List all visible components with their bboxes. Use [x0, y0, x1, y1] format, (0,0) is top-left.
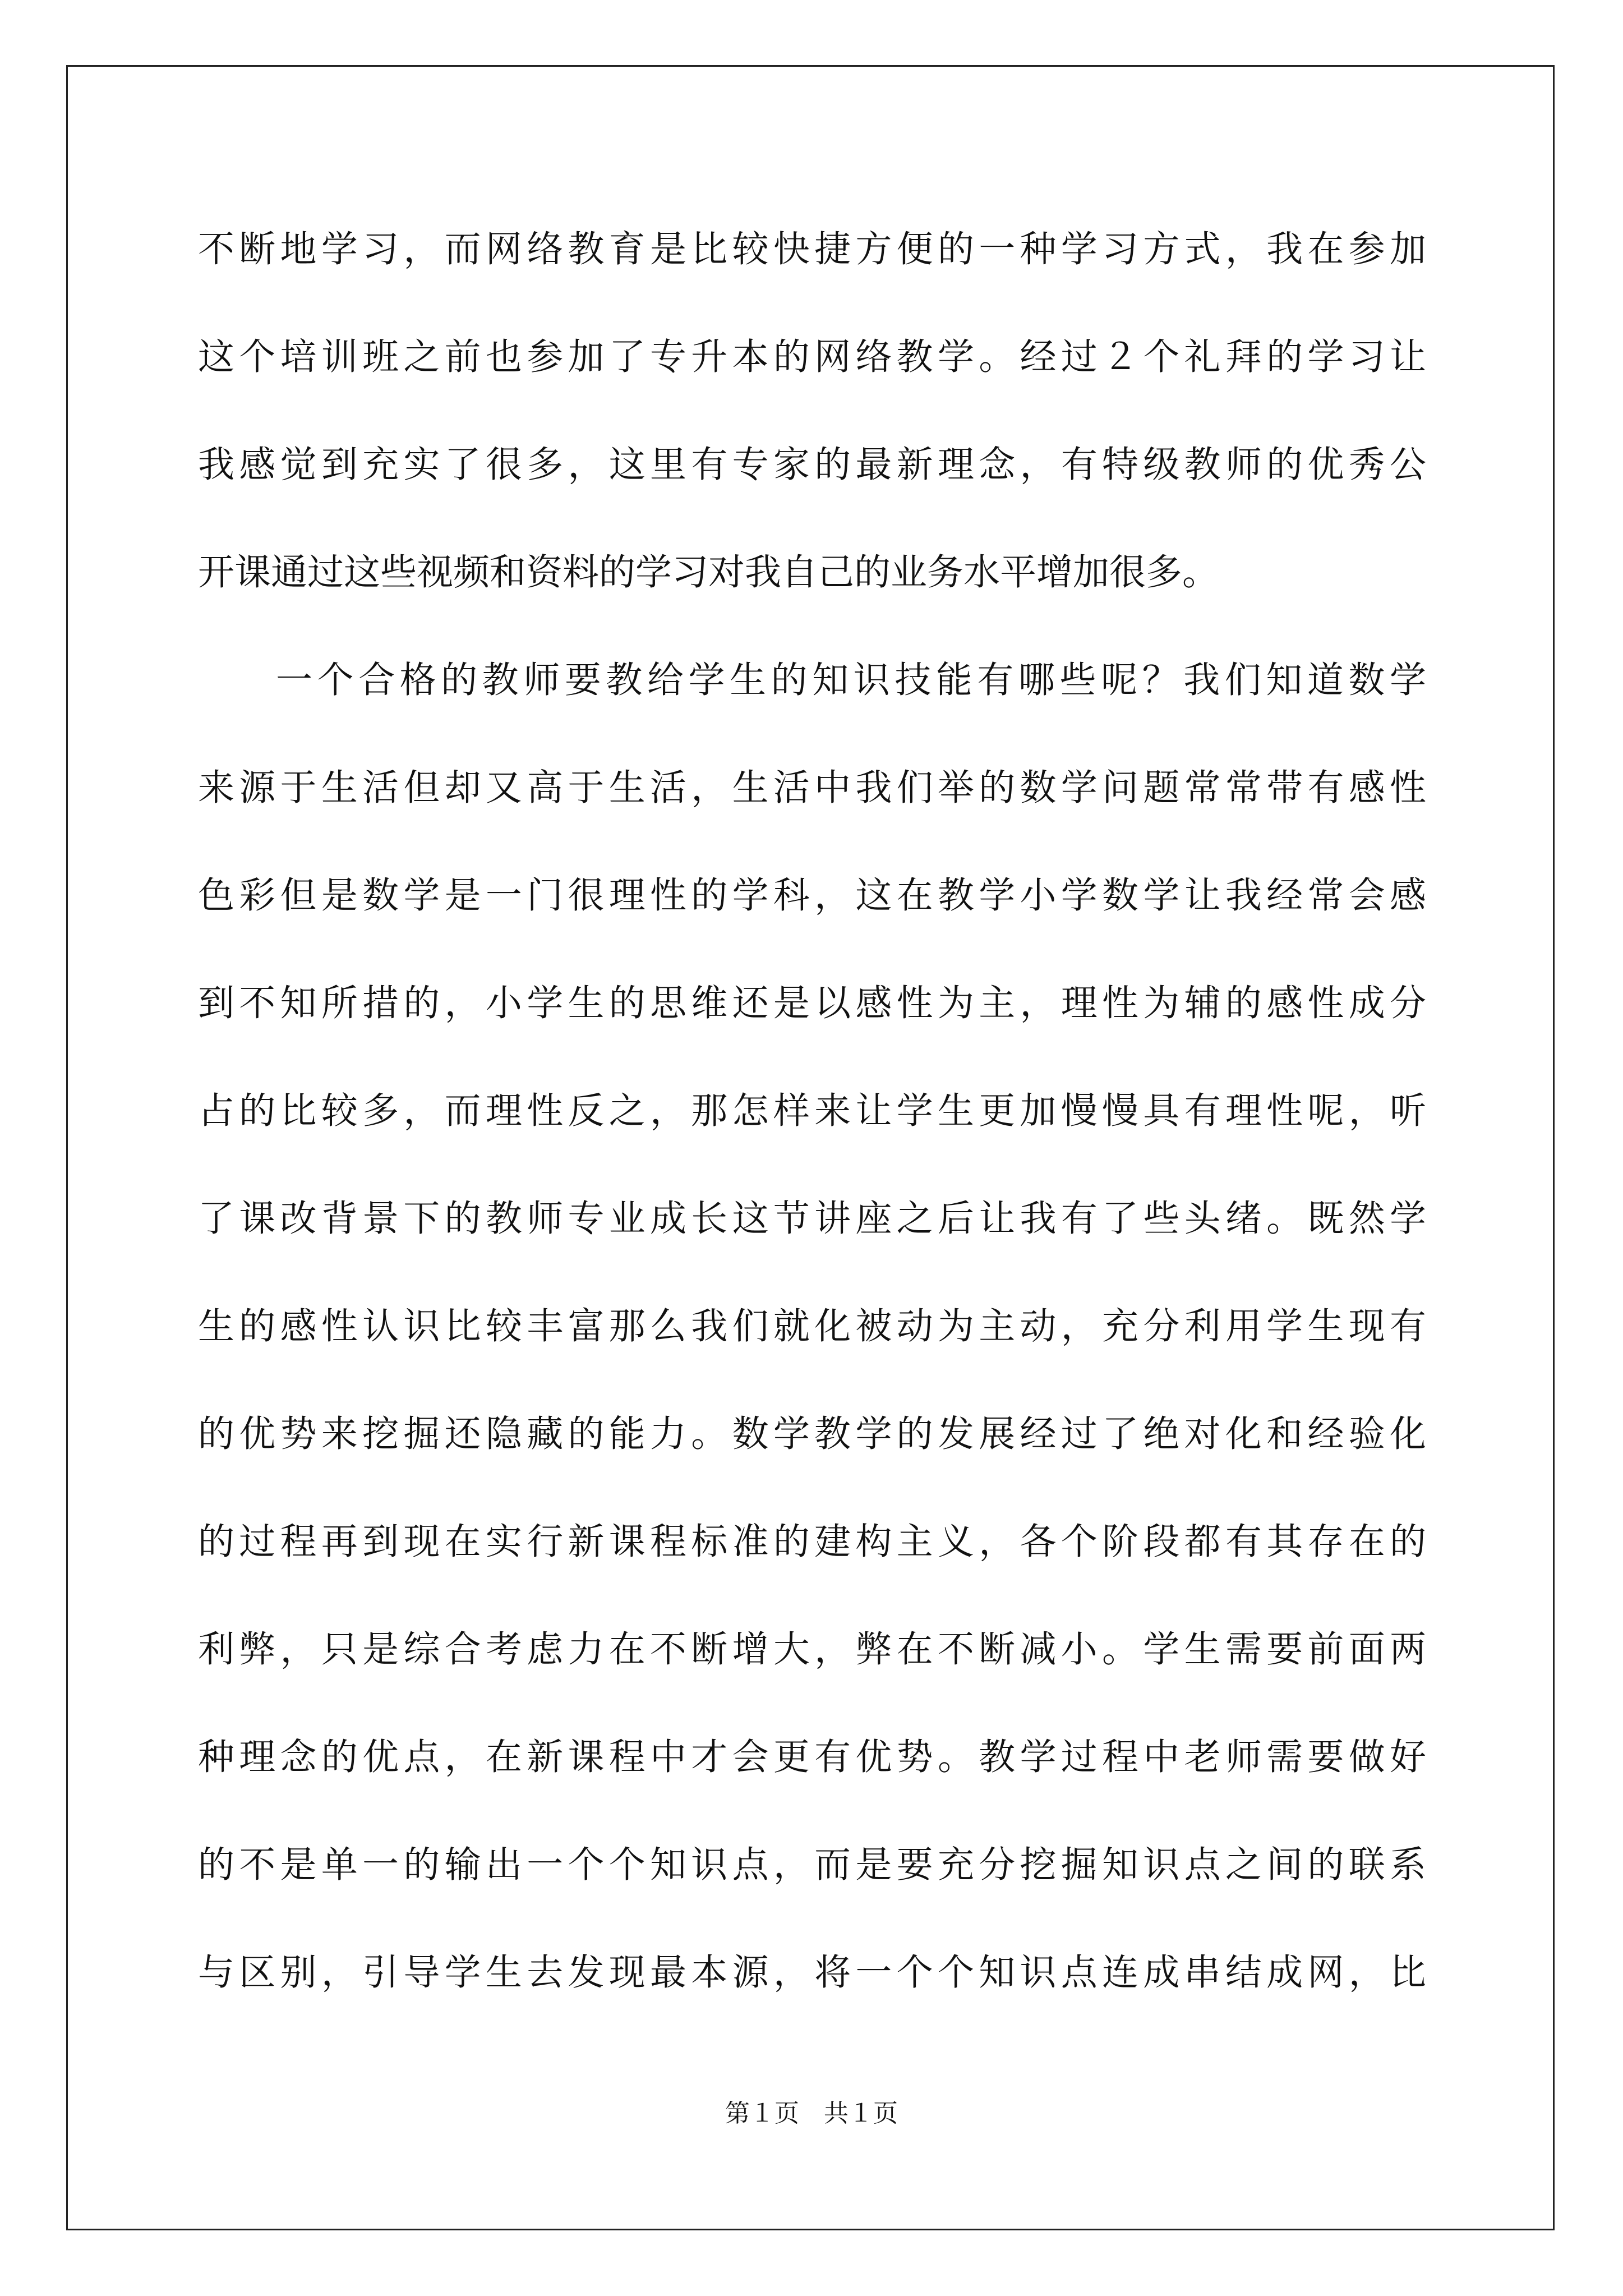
text-line: 我感觉到充实了很多，这里有专家的最新理念，有特级教师的优秀公: [198, 444, 1426, 486]
text-line: 生的感性认识比较丰富那么我们就化被动为主动，充分利用学生现有: [198, 1305, 1426, 1347]
text-line: 色彩但是数学是一门很理性的学科，这在教学小学数学让我经常会感: [198, 875, 1426, 917]
document-body: [198, 208, 1426, 2039]
text-line: 不断地学习，而网络教育是比较快捷方便的一种学习方式，我在参加: [198, 228, 1426, 270]
text-line: 了课改背景下的教师专业成长这节讲座之后让我有了些头绪。既然学: [198, 1198, 1426, 1240]
text-line: 与区别，引导学生去发现最本源，将一个个知识点连成串结成网，比: [198, 1952, 1426, 1994]
text-line: 种理念的优点，在新课程中才会更有优势。教学过程中老师需要做好: [198, 1736, 1426, 1778]
text-line: 这个培训班之前也参加了专升本的网络教学。经过２个礼拜的学习让: [198, 336, 1426, 378]
page-footer: 第１页 共１页: [725, 2099, 898, 2128]
text-line: 利弊，只是综合考虑力在不断增大，弊在不断减小。学生需要前面两: [198, 1628, 1426, 1671]
text-line: 占的比较多，而理性反之，那怎样来让学生更加慢慢具有理性呢，听: [198, 1090, 1426, 1132]
text-line: 的优势来挖掘还隐藏的能力。数学教学的发展经过了绝对化和经验化: [198, 1413, 1426, 1455]
text-line: 一个合格的教师要教给学生的知识技能有哪些呢？我们知道数学: [276, 659, 1426, 701]
text-line: 来源于生活但却又高于生活，生活中我们举的数学问题常常带有感性: [198, 767, 1426, 809]
text-line: 开课通过这些视频和资料的学习对我自己的业务水平增加很多。: [198, 551, 1219, 593]
text-line: 的不是单一的输出一个个知识点，而是要充分挖掘知识点之间的联系: [198, 1844, 1426, 1886]
text-line: 到不知所措的，小学生的思维还是以感性为主，理性为辅的感性成分: [198, 982, 1426, 1024]
text-line: 的过程再到现在实行新课程标准的建构主义，各个阶段都有其存在的: [198, 1521, 1426, 1563]
